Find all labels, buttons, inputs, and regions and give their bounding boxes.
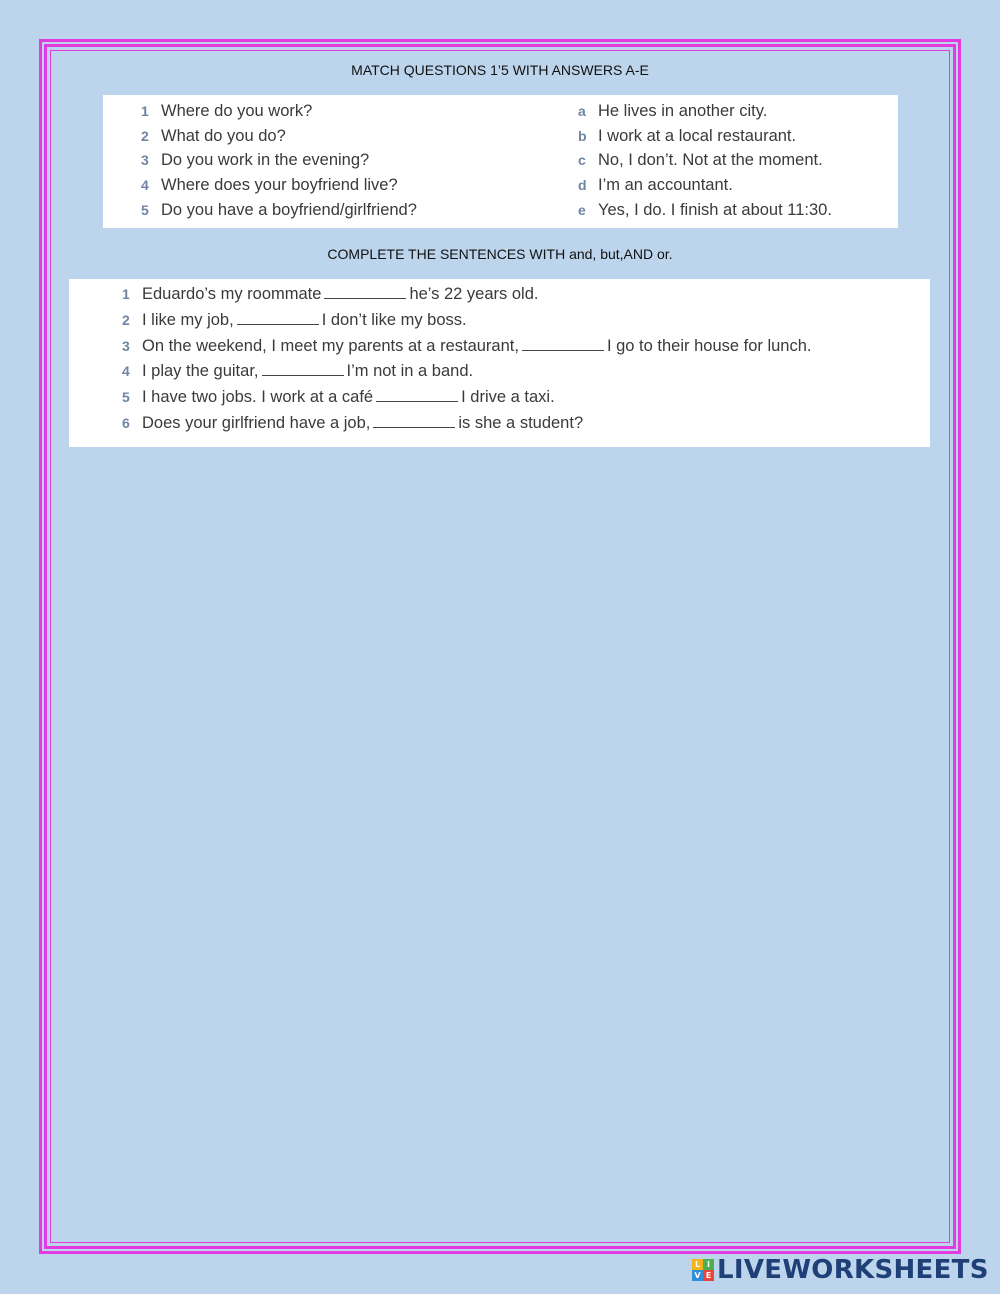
- sentence-after: is she a student?: [458, 414, 584, 432]
- logo-icon-tile: V: [692, 1270, 703, 1281]
- sentence-after: I don’t like my boss.: [321, 311, 467, 329]
- answer-text: Yes, I do. I finish at about 11:30.: [598, 201, 832, 219]
- sentence-item: [122, 308, 467, 332]
- answer-letter: d: [578, 177, 587, 193]
- question-text: Where do you work?: [161, 102, 313, 120]
- answer-text: I’m an accountant.: [598, 176, 733, 194]
- question-text: What do you do?: [161, 127, 286, 145]
- complete-heading: COMPLETE THE SENTENCES WITH and, but,AND or.: [327, 246, 673, 262]
- sentence-item: [122, 411, 583, 435]
- answer-text: I work at a local restaurant.: [598, 127, 797, 145]
- question-text: Where does your boyfriend live?: [161, 176, 398, 194]
- logo-text: LIVEWORKSHEETS: [717, 1255, 989, 1285]
- question-item: [141, 173, 398, 197]
- sentence-after: I drive a taxi.: [461, 388, 555, 406]
- answer-blank[interactable]: [373, 411, 455, 428]
- answer-blank[interactable]: [376, 385, 458, 402]
- answer-item: [578, 148, 823, 172]
- answer-blank[interactable]: [522, 334, 604, 351]
- question-item: [141, 198, 417, 222]
- sentence-number: 5: [122, 389, 130, 405]
- match-exercise-panel: [103, 95, 898, 228]
- answer-letter: e: [578, 202, 586, 218]
- logo-icon-tile: L: [692, 1259, 703, 1270]
- sentence-before: Does your girlfriend have a job,: [142, 414, 371, 432]
- sentence-before: I like my job,: [142, 311, 234, 329]
- question-text: Do you have a boyfriend/girlfriend?: [161, 201, 417, 219]
- sentence-before: On the weekend, I meet my parents at a restaurant,: [142, 337, 519, 355]
- sentence-number: 2: [122, 312, 130, 328]
- question-item: [141, 148, 369, 172]
- sentence-number: 6: [122, 415, 130, 431]
- answer-letter: c: [578, 152, 586, 168]
- answer-item: [578, 99, 767, 123]
- question-number: 4: [141, 177, 149, 193]
- question-number: 1: [141, 103, 149, 119]
- logo-icon: [692, 1259, 714, 1281]
- question-text: Do you work in the evening?: [161, 151, 370, 169]
- sentence-number: 3: [122, 338, 130, 354]
- question-item: [141, 124, 286, 148]
- sentence-item: [122, 359, 473, 383]
- sentence-before: I have two jobs. I work at a café: [142, 388, 374, 406]
- sentence-after: I’m not in a band.: [346, 362, 474, 380]
- question-number: 3: [141, 152, 149, 168]
- answer-blank[interactable]: [262, 359, 344, 376]
- match-heading: MATCH QUESTIONS 1’5 WITH ANSWERS A-E: [351, 62, 649, 78]
- sentence-item: [122, 282, 538, 306]
- question-item: [141, 99, 312, 123]
- page-border-inner: [50, 50, 950, 1243]
- sentence-after: he’s 22 years old.: [409, 285, 539, 303]
- sentence-item: [122, 334, 812, 358]
- sentence-item: [122, 385, 555, 409]
- liveworksheets-logo: [692, 1255, 989, 1285]
- answer-item: [578, 124, 796, 148]
- logo-icon-tile: E: [703, 1270, 714, 1281]
- answer-letter: b: [578, 128, 587, 144]
- answer-item: [578, 198, 832, 222]
- answer-letter: a: [578, 103, 586, 119]
- sentence-after: I go to their house for lunch.: [606, 337, 812, 355]
- answer-text: He lives in another city.: [598, 102, 768, 120]
- answer-text: No, I don’t. Not at the moment.: [598, 151, 823, 169]
- complete-exercise-panel: [69, 279, 930, 447]
- question-number: 2: [141, 128, 149, 144]
- sentence-before: Eduardo’s my roommate: [142, 285, 322, 303]
- question-number: 5: [141, 202, 149, 218]
- answer-blank[interactable]: [324, 282, 406, 299]
- answer-item: [578, 173, 733, 197]
- logo-icon-tile: I: [703, 1259, 714, 1270]
- sentence-number: 1: [122, 286, 130, 302]
- sentence-number: 4: [122, 363, 130, 379]
- sentence-before: I play the guitar,: [142, 362, 259, 380]
- answer-blank[interactable]: [237, 308, 319, 325]
